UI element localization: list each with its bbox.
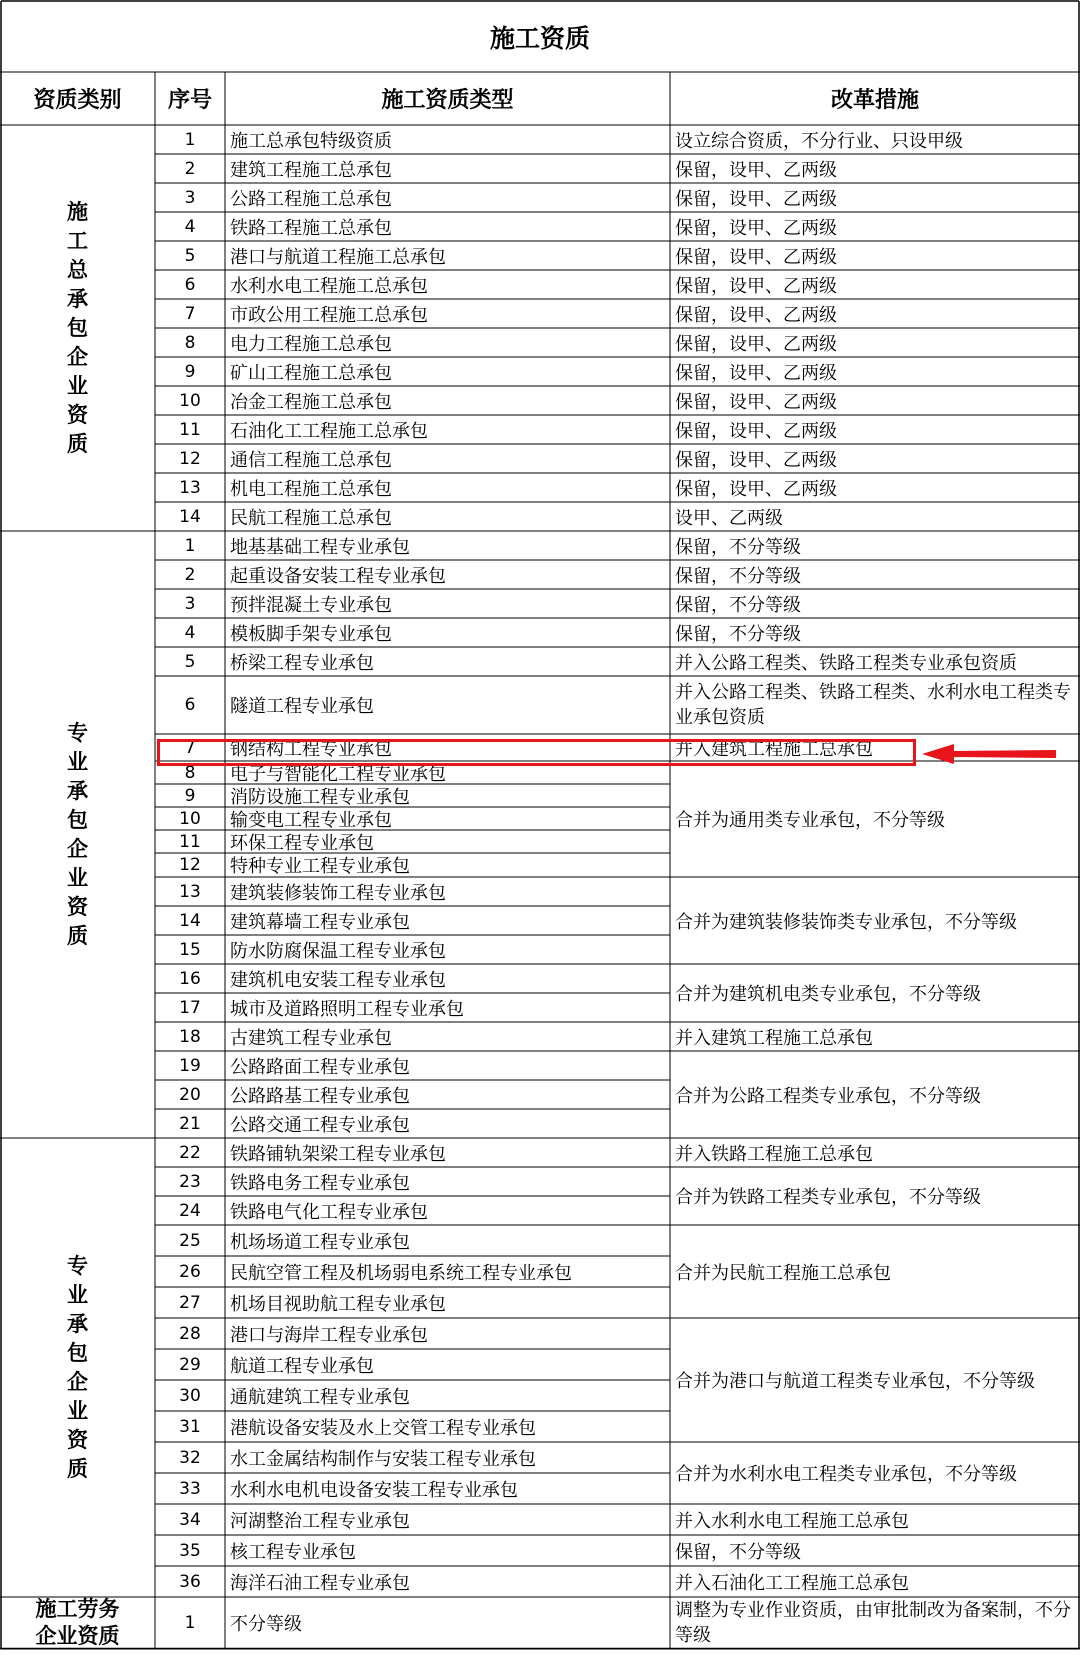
category-2	[0, 531, 155, 1138]
row-type: 特种专业工程专业承包	[230, 856, 410, 877]
row-number: 6	[184, 695, 196, 715]
row-type: 公路交通工程专业承包	[230, 1114, 410, 1136]
row-number: 33	[179, 1478, 201, 1499]
merged-measure: 合并为铁路工程类专业承包，不分等级	[675, 1187, 981, 1208]
merged-measure: 合并为水利水电工程类专业承包，不分等级	[675, 1464, 1017, 1485]
row-number: 34	[179, 1509, 201, 1530]
category-label: 专业承包企业资质	[67, 1253, 88, 1481]
row-number: 25	[179, 1230, 201, 1251]
row-number: 5	[184, 245, 196, 266]
row-measure: 并入水利水电工程施工总承包	[675, 1510, 909, 1532]
merged-measure: 合并为民航工程施工总承包	[675, 1262, 891, 1284]
row-type: 城市及道路照明工程专业承包	[230, 998, 464, 1020]
row-number: 1	[184, 535, 196, 556]
row-number: 13	[179, 881, 201, 902]
row-type: 机场场道工程专业承包	[230, 1231, 410, 1253]
category-1	[0, 125, 155, 531]
row-number: 14	[179, 506, 201, 527]
row-number: 16	[179, 968, 201, 989]
row-type: 公路路基工程专业承包	[230, 1085, 410, 1107]
row-type: 预拌混凝土专业承包	[230, 594, 392, 616]
row-number: 24	[179, 1200, 201, 1221]
row-number: 18	[179, 1026, 201, 1047]
row-number: 12	[179, 448, 201, 469]
row-type: 隧道工程专业承包	[230, 696, 374, 717]
row-type: 水利水电机电设备安装工程专业承包	[230, 1479, 518, 1501]
row-number: 31	[179, 1416, 201, 1437]
row-number: 13	[179, 477, 201, 498]
row-measure: 设甲、乙两级	[675, 507, 783, 529]
row-measure: 保留，设甲、乙两级	[675, 362, 837, 384]
header-number: 序号	[167, 88, 212, 113]
row-number: 7	[184, 737, 196, 758]
row-type: 民航空管工程及机场弱电系统工程专业承包	[230, 1262, 572, 1284]
row-number: 28	[179, 1323, 201, 1344]
merged-measure: 合并为通用类专业承包，不分等级	[675, 810, 945, 831]
row-number: 12	[179, 855, 201, 875]
row-number: 27	[179, 1292, 201, 1313]
row-number: 22	[179, 1142, 201, 1163]
row-measure: 保留，不分等级	[675, 1541, 801, 1563]
row-type: 建筑装修装饰工程专业承包	[230, 882, 446, 904]
row-type: 建筑工程施工总承包	[230, 159, 392, 181]
row-number: 11	[179, 419, 201, 440]
merged-measure: 合并为港口与航道工程类专业承包，不分等级	[675, 1371, 1035, 1392]
row-number: 8	[184, 762, 196, 783]
row-measure: 保留，设甲、乙两级	[675, 275, 837, 297]
category-label: 施工劳务企业资质	[35, 1597, 120, 1648]
header-type: 施工资质类型	[381, 88, 514, 113]
row-type: 桥梁工程专业承包	[230, 652, 374, 674]
row-type: 铁路铺轨架梁工程专业承包	[230, 1143, 446, 1165]
row-type: 建筑幕墙工程专业承包	[230, 911, 410, 933]
row-type: 不分等级	[230, 1614, 302, 1635]
highlight-box	[157, 739, 916, 766]
row-type: 古建筑工程专业承包	[230, 1027, 392, 1049]
row-type: 水利水电工程施工总承包	[230, 275, 428, 297]
category-label: 专业承包企业资质	[67, 720, 88, 948]
row-number: 15	[179, 939, 201, 960]
row-number: 10	[179, 390, 201, 411]
row-type: 市政公用工程施工总承包	[230, 304, 428, 326]
row-number: 8	[184, 332, 196, 353]
row-number: 9	[184, 361, 196, 382]
row-number: 11	[179, 831, 201, 852]
row-type: 核工程专业承包	[230, 1541, 356, 1563]
row-number: 1	[184, 129, 196, 150]
row-type: 电子与智能化工程专业承包	[230, 763, 446, 784]
row-number: 26	[179, 1261, 201, 1282]
row-number: 6	[184, 274, 196, 295]
row-number: 4	[184, 622, 196, 643]
row-measure: 保留，设甲、乙两级	[675, 188, 837, 210]
row-measure: 保留，设甲、乙两级	[675, 304, 837, 326]
row-number: 35	[179, 1540, 201, 1561]
row-measure: 设立综合资质，不分行业、只设甲级	[675, 130, 963, 152]
row-measure: 并入公路工程类、铁路工程类、水利水电工程类专业承包资质	[675, 682, 1071, 728]
row-measure: 保留，设甲、乙两级	[675, 449, 837, 471]
row-type: 地基基础工程专业承包	[230, 536, 410, 558]
row-type: 公路路面工程专业承包	[230, 1056, 410, 1078]
row-type: 钢结构工程专业承包	[230, 738, 392, 760]
row-measure: 保留，设甲、乙两级	[675, 333, 837, 355]
row-number: 23	[179, 1171, 201, 1192]
row-number: 21	[179, 1113, 201, 1134]
row-number: 19	[179, 1055, 201, 1076]
row-type: 冶金工程施工总承包	[230, 391, 392, 413]
row-type: 建筑机电安装工程专业承包	[230, 969, 446, 991]
category-4	[0, 1597, 155, 1649]
row-measure: 并入建筑工程施工总承包	[675, 1027, 873, 1049]
merged-measure: 合并为公路工程类专业承包，不分等级	[675, 1085, 981, 1107]
row-number: 7	[184, 303, 196, 324]
row-type: 港口与航道工程施工总承包	[230, 246, 446, 268]
row-measure: 并入建筑工程施工总承包	[675, 738, 873, 760]
row-type: 公路工程施工总承包	[230, 188, 392, 210]
row-type: 海洋石油工程专业承包	[230, 1572, 410, 1594]
row-measure: 调整为专业作业资质，由审批制改为备案制，不分等级	[675, 1600, 1071, 1646]
row-type: 机电工程施工总承包	[230, 478, 392, 500]
row-type: 消防设施工程专业承包	[230, 786, 410, 807]
row-number: 17	[179, 997, 201, 1018]
row-number: 2	[184, 158, 196, 179]
row-type: 环保工程专业承包	[230, 832, 374, 853]
row-type: 输变电工程专业承包	[230, 809, 392, 830]
row-type: 机场目视助航工程专业承包	[230, 1293, 446, 1315]
row-measure: 保留，设甲、乙两级	[675, 217, 837, 239]
row-number: 2	[184, 564, 196, 585]
row-number: 9	[184, 785, 196, 806]
row-type: 防水防腐保温工程专业承包	[230, 940, 446, 962]
red-arrow-icon	[922, 742, 1062, 766]
row-type: 矿山工程施工总承包	[230, 362, 392, 384]
row-measure: 保留，设甲、乙两级	[675, 391, 837, 413]
category-label: 施工总承包企业资质	[67, 199, 88, 456]
row-number: 1	[184, 1613, 196, 1633]
row-type: 铁路电务工程专业承包	[230, 1172, 410, 1194]
row-type: 河湖整治工程专业承包	[230, 1510, 410, 1532]
row-type: 通信工程施工总承包	[230, 449, 392, 471]
row-number: 3	[184, 593, 196, 614]
row-type: 模板脚手架专业承包	[230, 623, 392, 645]
row-type: 通航建筑工程专业承包	[230, 1386, 410, 1408]
row-measure: 并入公路工程类、铁路工程类专业承包资质	[675, 652, 1017, 674]
row-number: 10	[179, 808, 201, 829]
row-type: 电力工程施工总承包	[230, 333, 392, 355]
row-measure: 并入石油化工工程施工总承包	[675, 1572, 909, 1594]
row-type: 施工总承包特级资质	[230, 130, 392, 152]
row-type: 港口与海岸工程专业承包	[230, 1324, 428, 1346]
header-measure: 改革措施	[830, 88, 919, 113]
table-title: 施工资质	[489, 24, 590, 53]
row-measure: 保留，不分等级	[675, 565, 801, 587]
row-number: 29	[179, 1354, 201, 1375]
row-number: 14	[179, 910, 201, 931]
row-type: 港航设备安装及水上交管工程专业承包	[230, 1417, 536, 1439]
row-measure: 保留，设甲、乙两级	[675, 420, 837, 442]
row-measure: 保留，设甲、乙两级	[675, 159, 837, 181]
category-3	[0, 1138, 155, 1597]
row-type: 民航工程施工总承包	[230, 507, 392, 529]
row-number: 30	[179, 1385, 201, 1406]
header-category: 资质类别	[33, 88, 122, 113]
row-measure: 保留，不分等级	[675, 536, 801, 558]
row-number: 20	[179, 1084, 201, 1105]
merged-measure: 合并为建筑装修装饰类专业承包，不分等级	[675, 911, 1017, 933]
row-measure: 保留，不分等级	[675, 623, 801, 645]
row-type: 起重设备安装工程专业承包	[230, 565, 446, 587]
row-measure: 并入铁路工程施工总承包	[675, 1143, 873, 1165]
row-type: 石油化工工程施工总承包	[230, 420, 428, 442]
merged-measure: 合并为建筑机电类专业承包，不分等级	[675, 984, 981, 1005]
row-type: 水工金属结构制作与安装工程专业承包	[230, 1448, 536, 1470]
row-number: 5	[184, 651, 196, 672]
row-number: 36	[179, 1571, 201, 1592]
row-measure: 保留，设甲、乙两级	[675, 246, 837, 268]
row-type: 航道工程专业承包	[230, 1355, 374, 1377]
row-measure: 保留，设甲、乙两级	[675, 478, 837, 500]
row-measure: 保留，不分等级	[675, 594, 801, 616]
row-number: 32	[179, 1447, 201, 1468]
row-type: 铁路电气化工程专业承包	[230, 1201, 428, 1223]
row-number: 3	[184, 187, 196, 208]
row-type: 铁路工程施工总承包	[230, 217, 392, 239]
row-number: 4	[184, 216, 196, 237]
